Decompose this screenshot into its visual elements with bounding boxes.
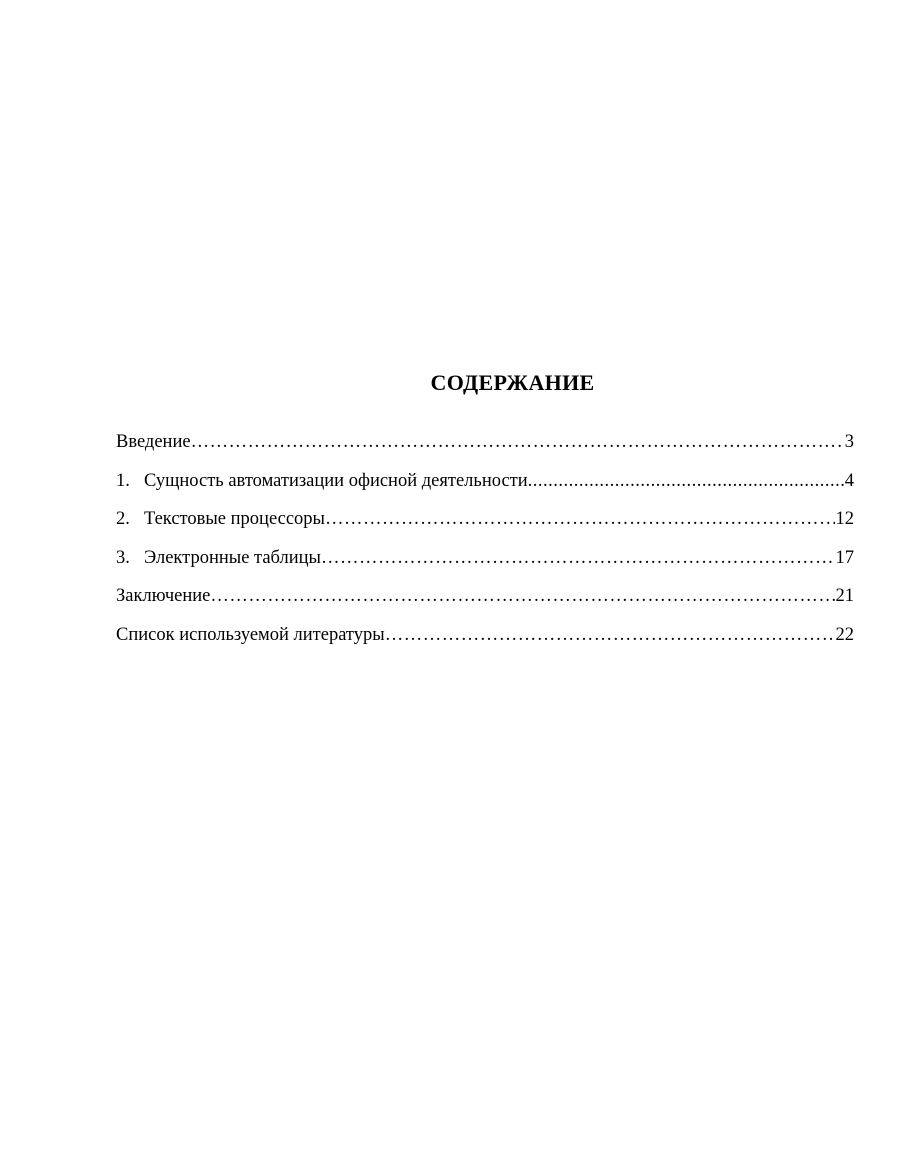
toc-dot-leader [321, 548, 835, 569]
toc-entry-number: 1. [116, 470, 130, 491]
toc-page-number: 22 [835, 624, 854, 645]
toc-page-number: 17 [835, 547, 854, 568]
toc-dot-leader [191, 432, 844, 453]
table-of-contents [116, 432, 854, 664]
toc-entry-chapter-3 [116, 548, 854, 587]
toc-dot-leader [210, 586, 834, 607]
toc-entry-conclusion [116, 586, 854, 625]
toc-dot-leader [325, 509, 835, 530]
toc-entry-label: Электронные таблицы [144, 547, 321, 568]
toc-page-number: 21 [835, 586, 854, 607]
toc-dot-leader [385, 625, 835, 646]
toc-entry-label: Текстовые процессоры [144, 509, 325, 530]
toc-page-number: 12 [835, 509, 854, 530]
toc-entry-label: Список используемой литературы [116, 624, 385, 645]
toc-dot-leader [528, 471, 844, 492]
toc-entry-number: 3. [116, 547, 130, 568]
toc-entry-introduction [116, 432, 854, 471]
toc-title: СОДЕРЖАНИЕ [430, 370, 595, 395]
toc-entry-bibliography [116, 625, 854, 664]
toc-page-number: 4 [844, 470, 854, 491]
toc-entry-chapter-1 [116, 471, 854, 510]
toc-entry-label: Заключение [116, 586, 211, 607]
toc-entry-number: 2. [116, 509, 130, 530]
toc-entry-chapter-2 [116, 509, 854, 548]
toc-page-number: 3 [844, 432, 854, 452]
toc-entry-label: Сущность автоматизации офисной деятельности [144, 470, 528, 491]
toc-entry-label: Введение [116, 432, 191, 452]
